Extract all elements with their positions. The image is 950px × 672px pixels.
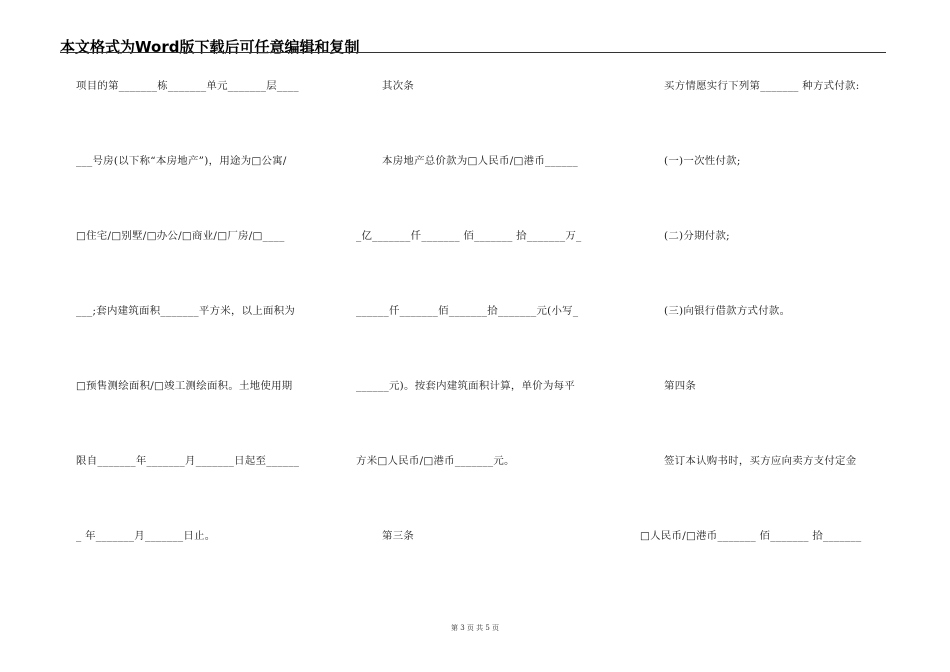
text-line: □预售测绘面积/□竣工测绘面积。土地使用期: [76, 380, 293, 392]
section-heading: 第四条: [664, 380, 697, 392]
text-line: 本房地产总价款为□人民币/□港币______: [382, 155, 578, 167]
text-line: (一)一次性付款;: [664, 155, 741, 167]
text-line: 签订本认购书时，买方应向卖方支付定金: [664, 455, 857, 467]
text-line: 限自_______年_______月_______日起至______: [76, 455, 300, 467]
section-heading: 其次条: [382, 80, 415, 92]
document-header-title: 本文格式为Word版下载后可任意编辑和复制: [60, 38, 360, 56]
page-number-footer: 第 3 页 共 5 页: [450, 624, 500, 632]
text-line: _ 年_______月_______日止。: [76, 530, 216, 542]
text-line: _亿_______仟_______ 佰_______ 拾_______万_: [356, 230, 582, 242]
text-line: 项目的第_______栋_______单元_______层____: [76, 80, 299, 92]
text-line: 方米□人民币/□港币_______元。: [356, 455, 515, 467]
text-line: □住宅/□别墅/□办公/□商业/□厂房/□____: [76, 230, 285, 242]
text-line: □人民币/□港币_______ 佰_______ 拾_______: [640, 530, 862, 542]
text-line: ___号房(以下称“本房地产”)，用途为□公寓/: [76, 155, 287, 167]
header-divider: [60, 52, 886, 53]
text-line: (二)分期付款;: [664, 230, 730, 242]
text-line: (三)向银行借款方式付款。: [664, 305, 791, 317]
text-line: ___;套内建筑面积_______平方米，以上面积为: [76, 305, 296, 317]
section-heading: 第三条: [382, 530, 415, 542]
text-line: 买方情愿实行下列第_______ 种方式付款:: [664, 80, 860, 92]
text-line: ______仟_______佰_______拾_______元(小写_: [356, 305, 579, 317]
text-line: ______元)。按套内建筑面积计算，单价为每平: [356, 380, 576, 392]
